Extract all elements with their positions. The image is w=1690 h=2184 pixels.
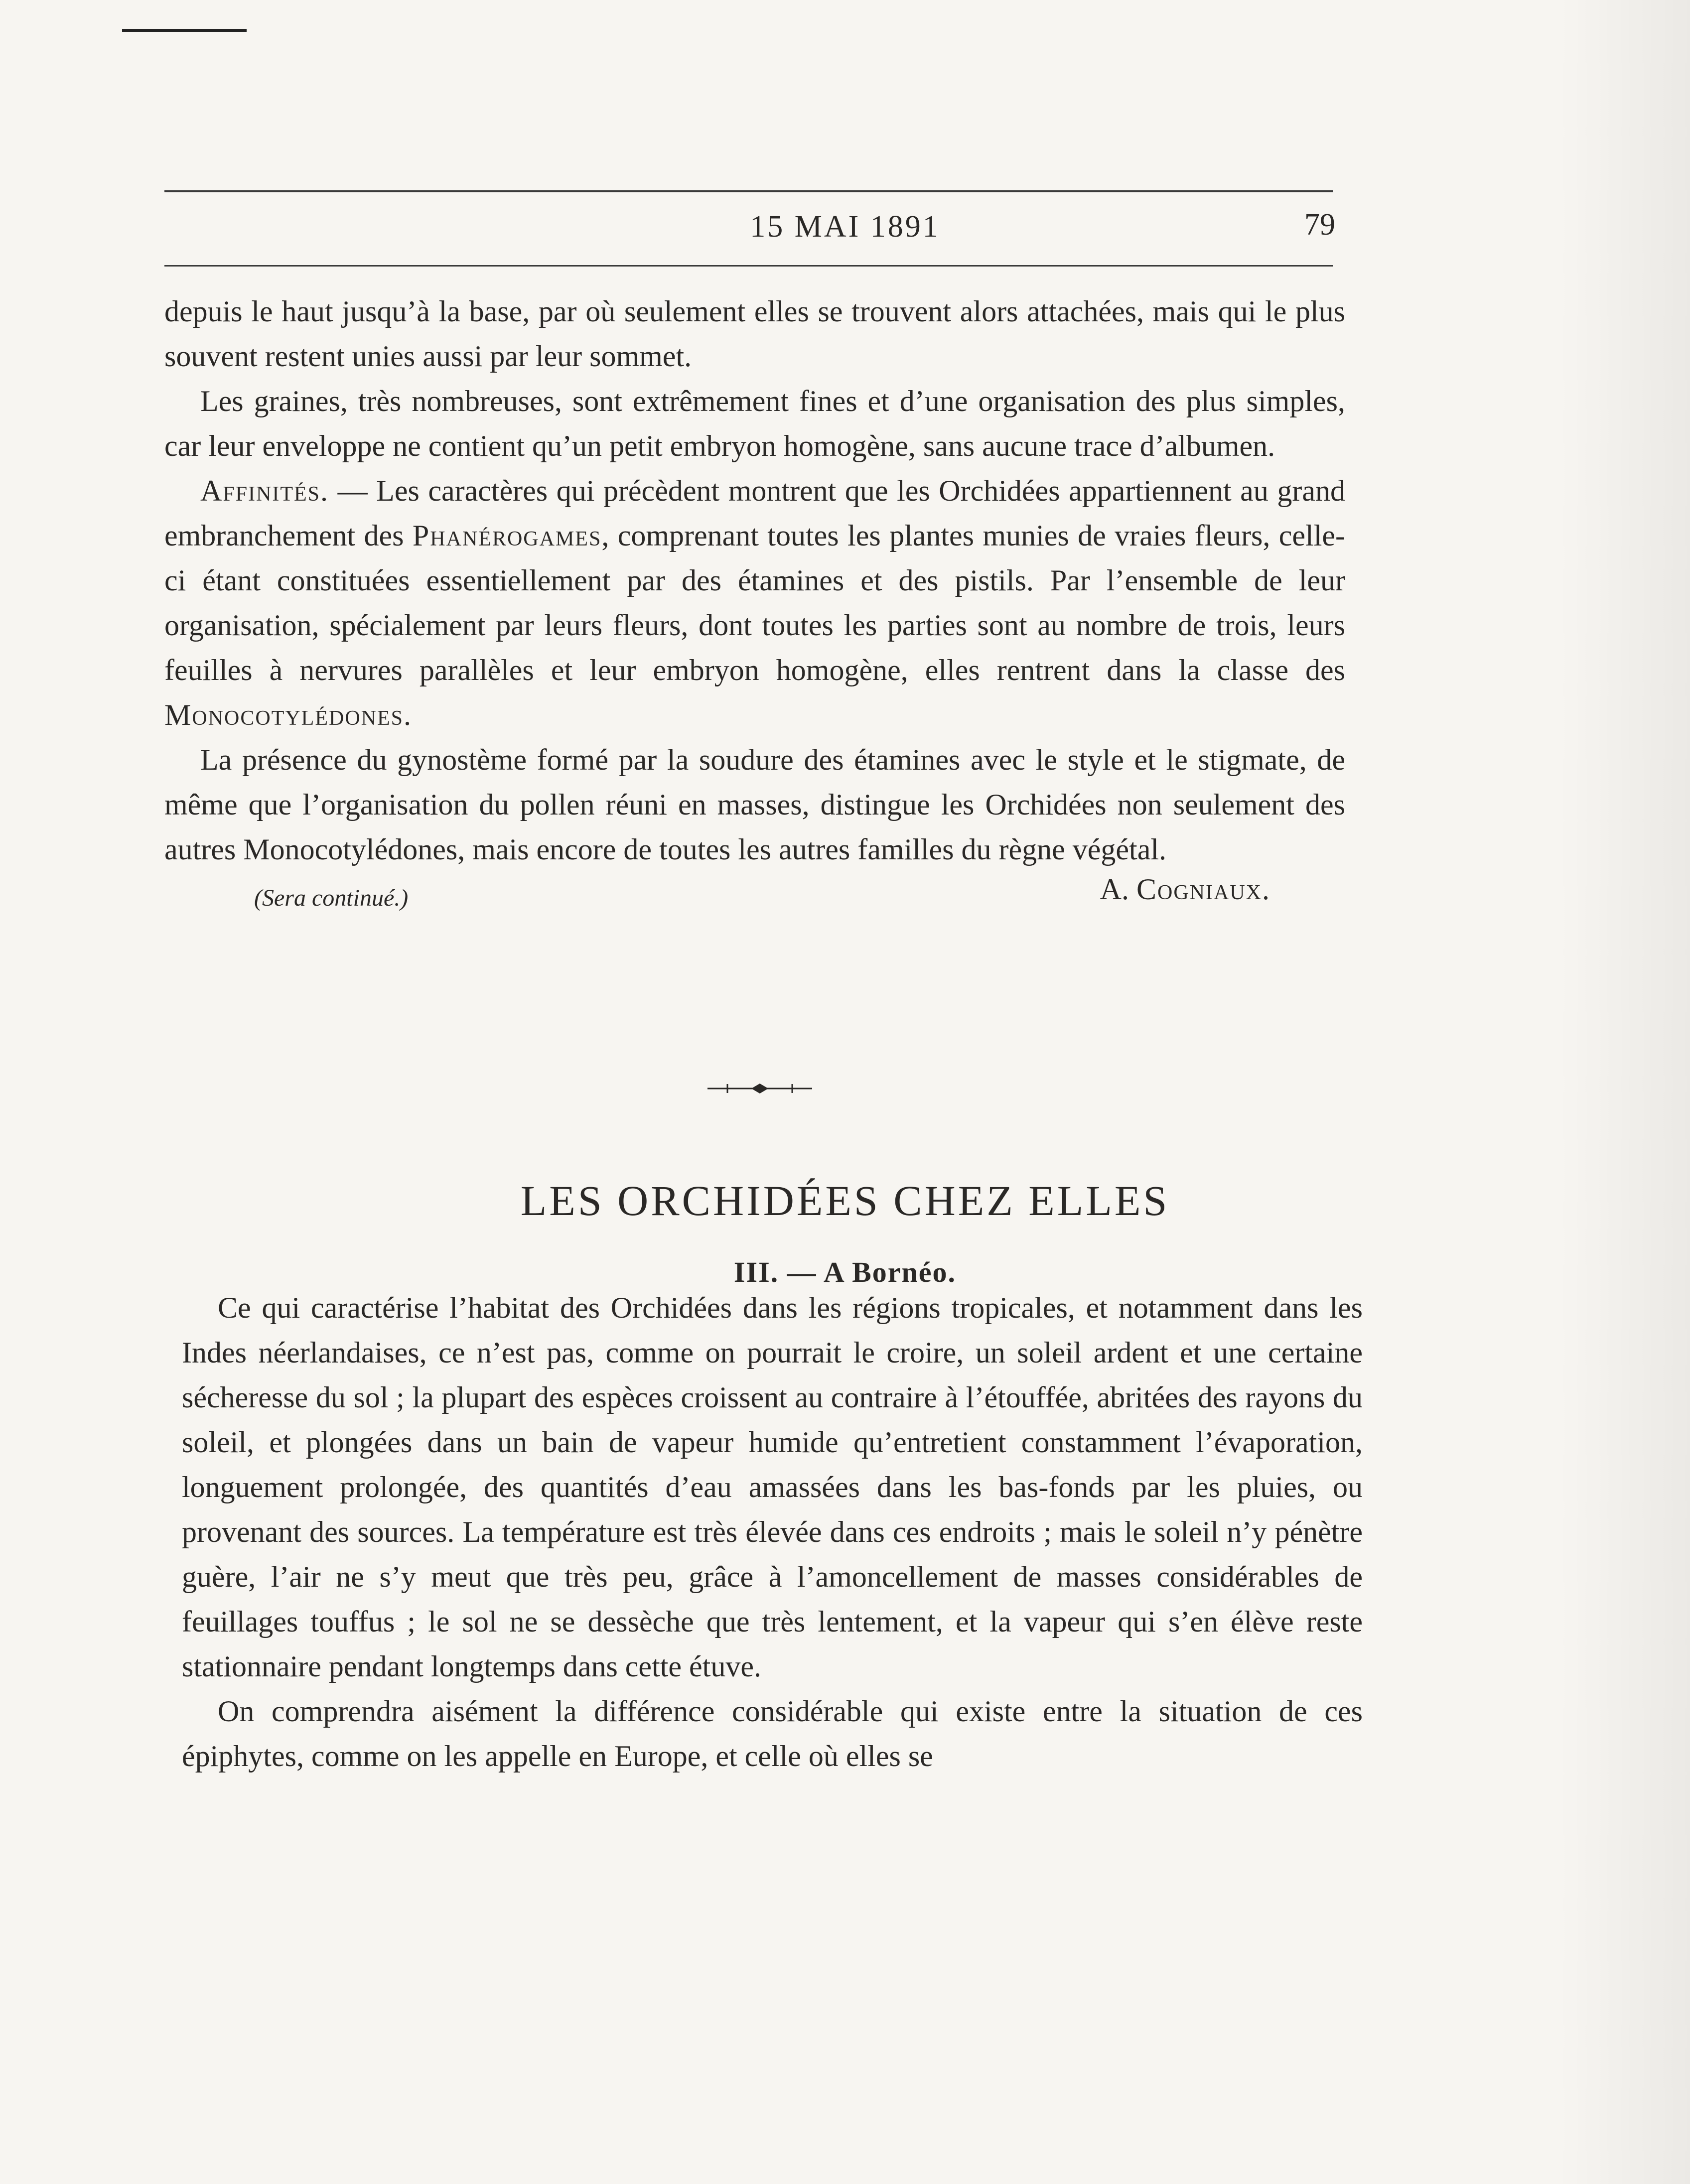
author-initial: A. bbox=[1100, 873, 1136, 906]
scan-edge-mark bbox=[122, 29, 247, 32]
section-title: III. — A Bornéo. bbox=[733, 1256, 957, 1288]
section-divider-ornament bbox=[707, 1081, 812, 1096]
previous-article-continuation bbox=[164, 289, 1345, 917]
header-rule-bottom bbox=[164, 265, 1333, 267]
page-number: 79 bbox=[1304, 208, 1335, 242]
author-signature bbox=[1100, 867, 1270, 912]
affinites-heading: Affinités. bbox=[200, 474, 329, 507]
page-edge-shadow bbox=[1560, 0, 1690, 2184]
affinites-text-2: , comprenant toutes les plantes munies de vraies fleurs, celle-ci étant constituées essentiellement par des étamines et des pistils. Par l’ensemble de leur organisation, spécialement par leurs fleurs, dont toutes les parties sont au nombre de trois, leurs feuilles à nervures parallèles et leur embryon homogène, elles rentrent dans la classe des bbox=[164, 519, 1346, 686]
paragraph-seeds: Les graines, très nombreuses, sont extrêmement fines et d’une organisation des plus simples, car leur enveloppe ne contient qu’un petit embryon homogène, sans aucune trace d’albumen. bbox=[164, 385, 1345, 462]
term-monocotyledones: Monocotylédones bbox=[164, 698, 404, 731]
affinites-text-1: — Les caractères qui précèdent montrent que les Orchidées appartiennent au grand embranchement des bbox=[164, 474, 1345, 552]
author-name: Cogniaux. bbox=[1136, 873, 1270, 906]
paragraph-attachment: depuis le haut jusqu’à la base, par où seulement elles se trouvent alors attachées, mais qui le plus souvent restent unies aussi par leur sommet. bbox=[164, 295, 1345, 373]
term-phanerogames: Phanérogames bbox=[412, 519, 602, 552]
article-body bbox=[182, 1285, 1363, 1778]
paragraph-affinites bbox=[164, 468, 1345, 737]
paragraph-habitat: Ce qui caractérise l’habitat des Orchidées dans les régions tropicales, et notamment dans les Indes néerlandaises, ce n’est pas, comme on pourrait le croire, un soleil ardent et une certaine sécheresse du sol ; la plupart des espèces croissent au contraire à l’étouffée, abritées des rayons du soleil, et plongées dans un bain de vapeur humide qu’entretient constamment l’évaporation, longuement prolongée, des quantités d’eau amassées dans les bas-fonds par les pluies, ou provenant des sources. La température est très élevée dans ces endroits ; mais le soleil n’y pénètre guère, l’air ne s’y meut que très peu, grâce à l’amoncellement de masses considérables de feuillages touffus ; le sol ne se dessèche que très lentement, et la vapeur qui s’en élève reste stationnaire pendant longtemps dans cette étuve. bbox=[182, 1291, 1363, 1683]
header-rule-top bbox=[164, 190, 1333, 192]
paragraph-gynosteme: La présence du gynostème formé par la soudure des étamines avec le style et le stigmate, de même que l’organisation du pollen réuni en masses, distingue les Orchidées non seulement des autres Monocotylédones, mais encore de toutes les autres familles du règne végétal. bbox=[164, 743, 1345, 866]
article-signature-line bbox=[164, 872, 1345, 917]
paragraph-epiphytes: On comprendra aisément la différence considérable qui existe entre la situation de ces épiphytes, comme on les appelle en Europe, et celle où elles se bbox=[182, 1695, 1363, 1773]
article-title: LES ORCHIDÉES CHEZ ELLES bbox=[520, 1177, 1170, 1225]
running-header-date: 15 MAI 1891 bbox=[750, 210, 940, 244]
affinites-text-3: . bbox=[404, 698, 411, 731]
continued-note: (Sera continué.) bbox=[254, 885, 409, 911]
